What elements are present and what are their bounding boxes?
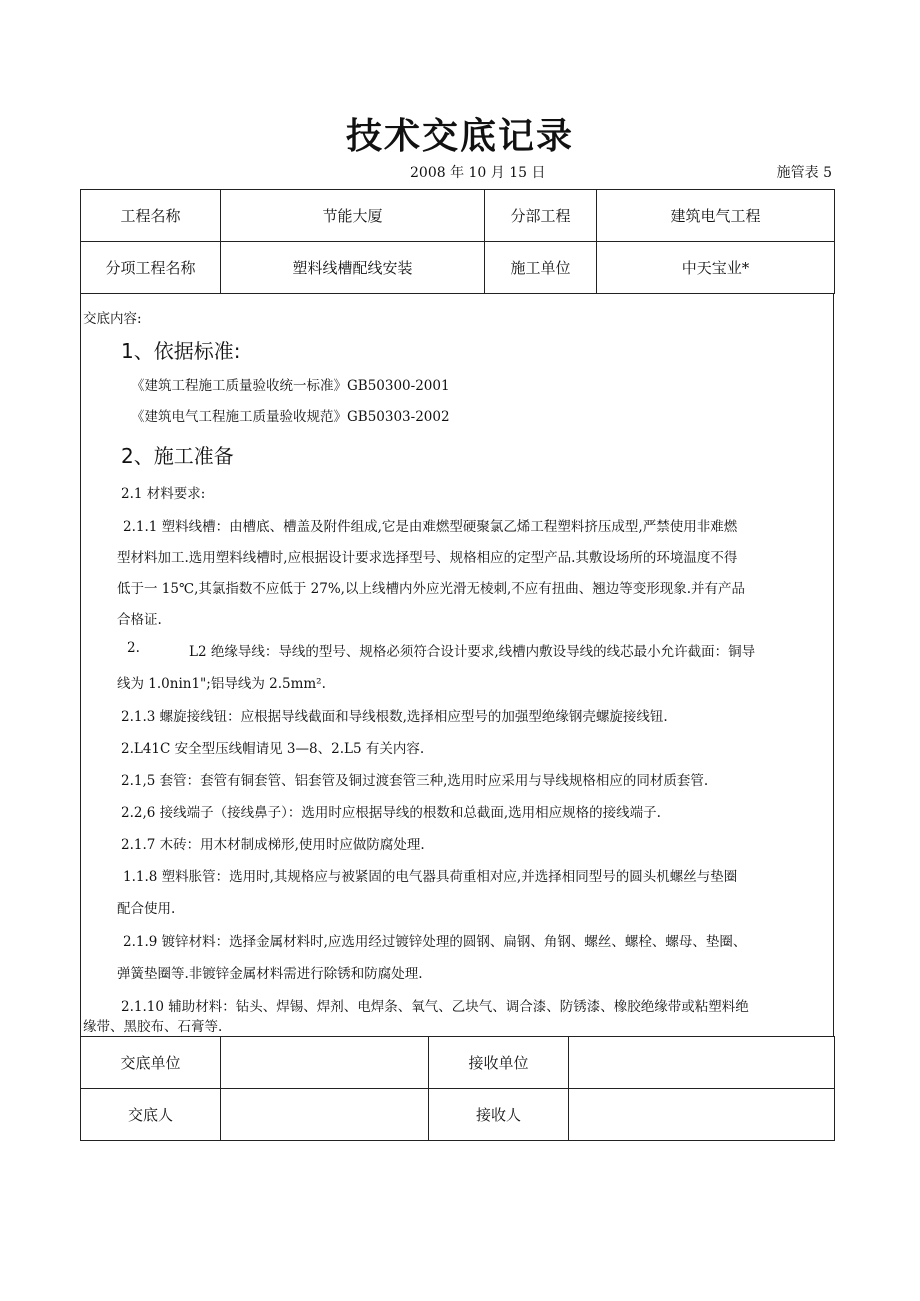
project-name-value: 节能大厦: [221, 190, 485, 242]
paragraph-line: 2.1.3 螺旋接线钮：应根据导线截面和导线根数,选择相应型号的加强型绝缘钢壳螺旋接线钮.: [121, 709, 668, 725]
paragraph-line: 线为 1.0nin1";铝导线为 2.5mm².: [117, 676, 326, 692]
briefing-content: [80, 294, 834, 1036]
document-date: 2008 年 10 月 15 日: [410, 165, 546, 181]
paragraph-line: 2.1.10 辅助材料：钻头、焊锡、焊剂、电焊条、氧气、乙块气、调合漆、防锈漆、橡胶绝缘带或粘塑料绝: [121, 999, 749, 1015]
receiver-field[interactable]: [569, 1089, 835, 1141]
paragraph-line: 缘带、黑胶布、石膏等.: [83, 1019, 223, 1035]
section-heading: 1、依据标准:: [121, 339, 241, 363]
subitem-value: 塑料线槽配线安装: [221, 242, 485, 294]
paragraph-line: 2.1,5 套管：套管有铜套管、铝套管及铜过渡套管三种,选用时应采用与导线规格相应的同材质套管.: [121, 773, 709, 789]
paragraph-line: 低于一 15℃,其氯指数不应低于 27%,以上线槽内外应光滑无棱刺,不应有扭曲、翘边等变形现象.并有产品: [117, 581, 746, 597]
division-value: 建筑电气工程: [597, 190, 835, 242]
document-title: 技术交底记录: [345, 116, 574, 157]
paragraph-line: 弹簧垫圈等.非镀锌金属材料需进行除锈和防腐处理.: [117, 966, 423, 982]
briefing-unit-field[interactable]: [221, 1037, 429, 1089]
paragraph-line: 合格证.: [117, 612, 162, 628]
signature-row: [81, 1037, 835, 1089]
subitem-label: 分项工程名称: [81, 242, 221, 294]
briefer-field[interactable]: [221, 1089, 429, 1141]
project-name-label: 工程名称: [81, 190, 221, 242]
paragraph-number: 2.: [127, 640, 140, 656]
standard-item: 《建筑工程施工质量验收统一标准》GB50300-2001: [131, 378, 450, 394]
receiver-label: 接收人: [429, 1089, 569, 1141]
paragraph-line: 配合使用.: [117, 901, 176, 917]
briefer-label: 交底人: [81, 1089, 221, 1141]
header-table: [80, 189, 835, 294]
content-intro: 交底内容:: [83, 311, 142, 327]
paragraph-line: L2 绝缘导线：导线的型号、规格必须符合设计要求,线槽内敷设导线的线芯最小允许截面：铜导: [189, 644, 756, 660]
paragraph-line: 2.1.7 木砖：用木材制成梯形,使用时应做防腐处理.: [121, 837, 425, 853]
briefing-unit-label: 交底单位: [81, 1037, 221, 1089]
signature-table: [80, 1036, 835, 1141]
form-number: 施管表 5: [776, 165, 832, 181]
receiving-unit-field[interactable]: [569, 1037, 835, 1089]
contractor-value: 中天宝业*: [597, 242, 835, 294]
paragraph-line: 1.1.8 塑料胀管：选用时,其规格应与被紧固的电气器具荷重相对应,并选择相同型号的圆头机螺丝与垫圈: [123, 869, 738, 885]
header-row: [81, 190, 835, 242]
paragraph-line: 2.2,6 接线端子（接线鼻子）：选用时应根据导线的根数和总截面,选用相应规格的接线端子.: [121, 805, 661, 821]
contractor-label: 施工单位: [485, 242, 597, 294]
paragraph-line: 2.1.9 镀锌材料：选择金属材料时,应选用经过镀锌处理的圆钢、扁钢、角钢、螺丝、螺栓、螺母、垫圈、: [123, 934, 747, 950]
paragraph-line: 2.1.1 塑料线槽：由槽底、槽盖及附件组成,它是由难燃型硬聚氯乙烯工程塑料挤压成型,严禁使用非难燃: [123, 519, 738, 535]
paragraph-line: 型材料加工.选用塑料线槽时,应根据设计要求选择型号、规格相应的定型产品.其敷设场所的环境温度不得: [117, 550, 738, 566]
signature-row: [81, 1089, 835, 1141]
section-heading: 2、施工准备: [121, 444, 234, 468]
receiving-unit-label: 接收单位: [429, 1037, 569, 1089]
paragraph-line: 2.L41C 安全型压线帽请见 3—8、2.L5 有关内容.: [121, 741, 425, 757]
division-label: 分部工程: [485, 190, 597, 242]
standard-item: 《建筑电气工程施工质量验收规范》GB50303-2002: [131, 409, 450, 425]
header-row: [81, 242, 835, 294]
paragraph-line: 2.1 材料要求:: [121, 486, 206, 502]
